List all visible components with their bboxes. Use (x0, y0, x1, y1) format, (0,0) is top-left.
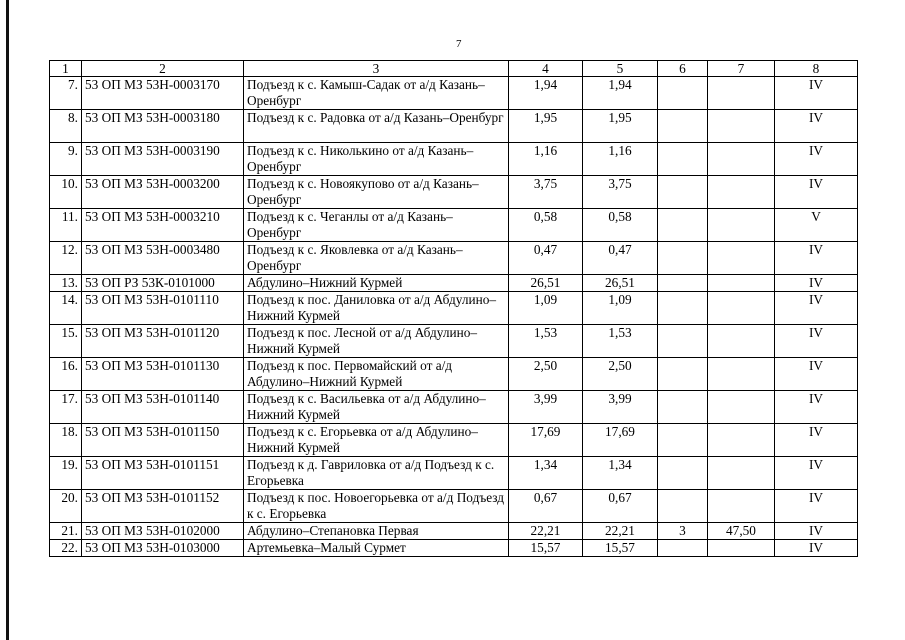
category-cell: IV (775, 275, 858, 292)
length-cell: 1,34 (509, 457, 583, 490)
page-number: 7 (456, 38, 462, 50)
col6-cell (658, 176, 708, 209)
length-total-cell: 1,94 (583, 77, 658, 110)
road-name-cell: Подъезд к с. Чеганлы от а/д Казань–Оренбург (244, 209, 509, 242)
length-total-cell: 1,16 (583, 143, 658, 176)
category-cell: IV (775, 457, 858, 490)
category-cell: IV (775, 424, 858, 457)
col7-cell (708, 358, 775, 391)
col7-cell (708, 391, 775, 424)
col6-cell (658, 209, 708, 242)
road-code-cell: 53 ОП МЗ 53Н-0003480 (82, 242, 244, 275)
category-cell: IV (775, 523, 858, 540)
header-cell: 6 (658, 61, 708, 77)
length-total-cell: 1,34 (583, 457, 658, 490)
length-total-cell: 1,53 (583, 325, 658, 358)
category-cell: V (775, 209, 858, 242)
table-row (50, 176, 858, 209)
road-code-cell: 53 ОП МЗ 53Н-0103000 (82, 540, 244, 557)
row-number-cell: 13. (50, 275, 82, 292)
col7-cell (708, 292, 775, 325)
table-row (50, 143, 858, 176)
category-cell: IV (775, 77, 858, 110)
col6-cell (658, 143, 708, 176)
length-cell: 1,09 (509, 292, 583, 325)
category-cell: IV (775, 540, 858, 557)
header-cell: 7 (708, 61, 775, 77)
road-name-cell: Артемьевка–Малый Сурмет (244, 540, 509, 557)
roads-table (49, 60, 858, 557)
road-code-cell: 53 ОП МЗ 53Н-0003180 (82, 110, 244, 143)
row-number-cell: 9. (50, 143, 82, 176)
table-row (50, 275, 858, 292)
road-code-cell: 53 ОП МЗ 53Н-0003210 (82, 209, 244, 242)
col7-cell (708, 176, 775, 209)
row-number-cell: 12. (50, 242, 82, 275)
length-cell: 1,94 (509, 77, 583, 110)
col6-cell (658, 490, 708, 523)
length-total-cell: 22,21 (583, 523, 658, 540)
road-code-cell: 53 ОП МЗ 53Н-0101130 (82, 358, 244, 391)
length-total-cell: 15,57 (583, 540, 658, 557)
road-name-cell: Подъезд к д. Гавриловка от а/д Подъезд к с. Егорьевка (244, 457, 509, 490)
col7-cell (708, 275, 775, 292)
road-code-cell: 53 ОП МЗ 53Н-0003170 (82, 77, 244, 110)
table-row (50, 457, 858, 490)
table-row (50, 77, 858, 110)
header-cell: 3 (244, 61, 509, 77)
length-cell: 1,16 (509, 143, 583, 176)
road-code-cell: 53 ОП МЗ 53Н-0003200 (82, 176, 244, 209)
table-row (50, 358, 858, 391)
length-total-cell: 0,67 (583, 490, 658, 523)
length-cell: 22,21 (509, 523, 583, 540)
row-number-cell: 14. (50, 292, 82, 325)
road-name-cell: Подъезд к с. Яковлевка от а/д Казань–Оренбург (244, 242, 509, 275)
road-code-cell: 53 ОП МЗ 53Н-0101110 (82, 292, 244, 325)
row-number-cell: 7. (50, 77, 82, 110)
col6-cell (658, 540, 708, 557)
road-code-cell: 53 ОП РЗ 53К-0101000 (82, 275, 244, 292)
col7-cell (708, 457, 775, 490)
road-code-cell: 53 ОП МЗ 53Н-0101150 (82, 424, 244, 457)
table-row (50, 325, 858, 358)
category-cell: IV (775, 490, 858, 523)
col7-cell (708, 424, 775, 457)
row-number-cell: 11. (50, 209, 82, 242)
road-name-cell: Подъезд к с. Егорьевка от а/д Абдулино–Нижний Курмей (244, 424, 509, 457)
length-cell: 17,69 (509, 424, 583, 457)
length-cell: 1,53 (509, 325, 583, 358)
length-total-cell: 1,95 (583, 110, 658, 143)
col6-cell (658, 391, 708, 424)
length-cell: 0,47 (509, 242, 583, 275)
row-number-cell: 21. (50, 523, 82, 540)
road-name-cell: Подъезд к пос. Первомайский от а/д Абдулино–Нижний Курмей (244, 358, 509, 391)
table-row (50, 242, 858, 275)
length-total-cell: 17,69 (583, 424, 658, 457)
road-code-cell: 53 ОП МЗ 53Н-0101140 (82, 391, 244, 424)
col7-cell (708, 143, 775, 176)
table-row (50, 110, 858, 143)
header-cell: 1 (50, 61, 82, 77)
col7-cell (708, 325, 775, 358)
header-row (50, 61, 858, 77)
row-number-cell: 17. (50, 391, 82, 424)
table-row (50, 391, 858, 424)
col7-cell (708, 490, 775, 523)
row-number-cell: 10. (50, 176, 82, 209)
header-cell: 8 (775, 61, 858, 77)
road-name-cell: Подъезд к с. Новоякупово от а/д Казань–Оренбург (244, 176, 509, 209)
road-name-cell: Подъезд к пос. Лесной от а/д Абдулино–Нижний Курмей (244, 325, 509, 358)
row-number-cell: 16. (50, 358, 82, 391)
length-total-cell: 0,58 (583, 209, 658, 242)
road-name-cell: Абдулино–Нижний Курмей (244, 275, 509, 292)
col6-cell (658, 358, 708, 391)
length-total-cell: 26,51 (583, 275, 658, 292)
row-number-cell: 20. (50, 490, 82, 523)
col7-cell (708, 110, 775, 143)
road-name-cell: Подъезд к пос. Даниловка от а/д Абдулино–Нижний Курмей (244, 292, 509, 325)
col6-cell (658, 275, 708, 292)
road-name-cell: Подъезд к пос. Новоегорьевка от а/д Подъезд к с. Егорьевка (244, 490, 509, 523)
road-name-cell: Подъезд к с. Васильевка от а/д Абдулино–Нижний Курмей (244, 391, 509, 424)
road-code-cell: 53 ОП МЗ 53Н-0101152 (82, 490, 244, 523)
category-cell: IV (775, 176, 858, 209)
col6-cell (658, 424, 708, 457)
table-row (50, 540, 858, 557)
row-number-cell: 19. (50, 457, 82, 490)
road-code-cell: 53 ОП МЗ 53Н-0101120 (82, 325, 244, 358)
road-name-cell: Подъезд к с. Камыш-Садак от а/д Казань–Оренбург (244, 77, 509, 110)
row-number-cell: 18. (50, 424, 82, 457)
category-cell: IV (775, 391, 858, 424)
col6-cell (658, 292, 708, 325)
col7-cell (708, 540, 775, 557)
col6-cell (658, 77, 708, 110)
category-cell: IV (775, 358, 858, 391)
scan-edge-line (6, 0, 9, 640)
road-code-cell: 53 ОП МЗ 53Н-0003190 (82, 143, 244, 176)
category-cell: IV (775, 325, 858, 358)
header-cell: 5 (583, 61, 658, 77)
length-cell: 2,50 (509, 358, 583, 391)
row-number-cell: 15. (50, 325, 82, 358)
length-cell: 0,67 (509, 490, 583, 523)
length-cell: 26,51 (509, 275, 583, 292)
header-cell: 4 (509, 61, 583, 77)
road-name-cell: Подъезд к с. Радовка от а/д Казань–Оренбург (244, 110, 509, 143)
table-row (50, 292, 858, 325)
road-name-cell: Абдулино–Степановка Первая (244, 523, 509, 540)
col7-cell (708, 209, 775, 242)
length-cell: 1,95 (509, 110, 583, 143)
table-row (50, 523, 858, 540)
length-cell: 3,75 (509, 176, 583, 209)
length-total-cell: 0,47 (583, 242, 658, 275)
col7-cell (708, 242, 775, 275)
category-cell: IV (775, 292, 858, 325)
length-total-cell: 1,09 (583, 292, 658, 325)
table-row (50, 209, 858, 242)
col6-cell (658, 242, 708, 275)
header-cell: 2 (82, 61, 244, 77)
col7-cell: 47,50 (708, 523, 775, 540)
table-row (50, 490, 858, 523)
length-total-cell: 2,50 (583, 358, 658, 391)
col6-cell: 3 (658, 523, 708, 540)
col6-cell (658, 325, 708, 358)
category-cell: IV (775, 242, 858, 275)
length-cell: 3,99 (509, 391, 583, 424)
length-cell: 0,58 (509, 209, 583, 242)
length-total-cell: 3,75 (583, 176, 658, 209)
table-row (50, 424, 858, 457)
road-name-cell: Подъезд к с. Николькино от а/д Казань–Оренбург (244, 143, 509, 176)
length-cell: 15,57 (509, 540, 583, 557)
category-cell: IV (775, 110, 858, 143)
road-code-cell: 53 ОП МЗ 53Н-0101151 (82, 457, 244, 490)
col7-cell (708, 77, 775, 110)
row-number-cell: 22. (50, 540, 82, 557)
col6-cell (658, 110, 708, 143)
category-cell: IV (775, 143, 858, 176)
row-number-cell: 8. (50, 110, 82, 143)
road-code-cell: 53 ОП МЗ 53Н-0102000 (82, 523, 244, 540)
length-total-cell: 3,99 (583, 391, 658, 424)
col6-cell (658, 457, 708, 490)
